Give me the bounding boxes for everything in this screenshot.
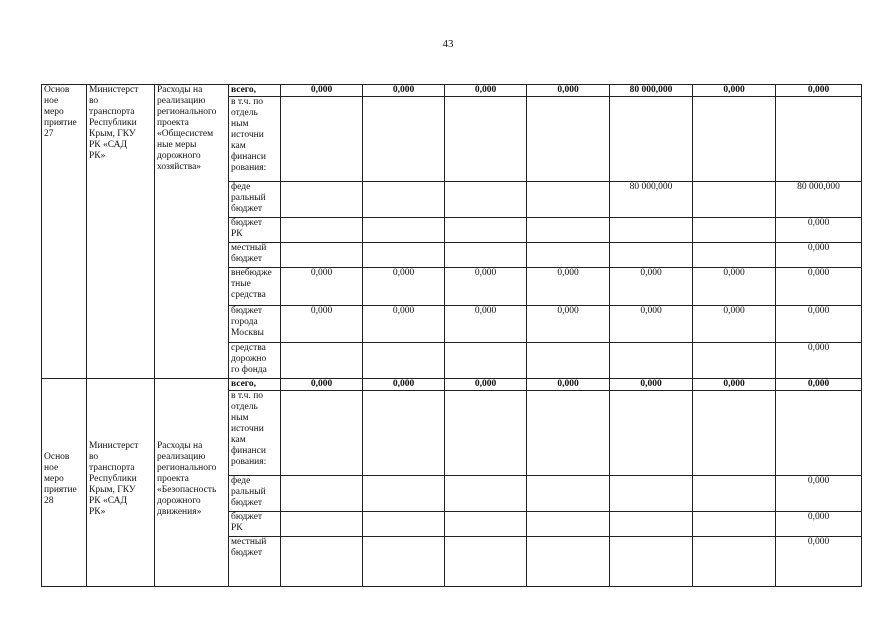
value-cell xyxy=(527,182,610,218)
value-cell xyxy=(693,343,776,379)
value-cell xyxy=(281,343,363,379)
value-cell xyxy=(445,218,527,243)
value-cell xyxy=(776,391,862,476)
source-cell: бюджет РК xyxy=(229,512,281,537)
value-cell xyxy=(281,97,363,182)
value-cell: 0,000 xyxy=(776,476,862,512)
budget-table xyxy=(41,84,862,587)
table-row xyxy=(42,379,862,391)
value-cell xyxy=(445,343,527,379)
measure-cell: Основ ное меро приятие 28 xyxy=(42,379,87,587)
value-cell xyxy=(281,476,363,512)
value-cell: 0,000 xyxy=(776,268,862,306)
value-cell xyxy=(363,476,445,512)
value-cell xyxy=(363,218,445,243)
value-cell xyxy=(363,512,445,537)
value-cell xyxy=(527,343,610,379)
value-cell: 0,000 xyxy=(693,306,776,343)
value-cell: 80 000,000 xyxy=(776,182,862,218)
value-cell xyxy=(693,512,776,537)
value-cell: 0,000 xyxy=(610,268,693,306)
value-cell xyxy=(445,243,527,268)
value-cell: 0,000 xyxy=(776,512,862,537)
value-cell xyxy=(693,243,776,268)
value-cell xyxy=(281,243,363,268)
measure-name-cell: Расходы на реализацию регионального проекта «Общесистем ные меры дорожного хозяйства» xyxy=(155,85,229,379)
value-cell: 0,000 xyxy=(610,379,693,391)
value-cell xyxy=(363,97,445,182)
source-cell: в т.ч. по отдель ным источни кам финанси рования: xyxy=(229,391,281,476)
value-cell xyxy=(610,476,693,512)
value-cell xyxy=(445,537,527,587)
value-cell: 0,000 xyxy=(776,343,862,379)
value-cell xyxy=(445,97,527,182)
value-cell xyxy=(610,243,693,268)
source-cell: феде ральный бюджет xyxy=(229,182,281,218)
value-cell: 0,000 xyxy=(693,85,776,97)
measure-cell: Основ ное меро приятие 27 xyxy=(42,85,87,379)
source-cell: внебюдже тные средства xyxy=(229,268,281,306)
value-cell xyxy=(281,512,363,537)
value-cell xyxy=(445,512,527,537)
value-cell xyxy=(610,537,693,587)
value-cell: 0,000 xyxy=(445,379,527,391)
source-cell: бюджет города Москвы xyxy=(229,306,281,343)
value-cell xyxy=(445,476,527,512)
measure-name-cell: Расходы на реализацию регионального проекта «Безопасность дорожного движения» xyxy=(155,379,229,587)
value-cell xyxy=(527,97,610,182)
value-cell xyxy=(363,537,445,587)
value-cell xyxy=(363,182,445,218)
value-cell xyxy=(527,391,610,476)
value-cell: 0,000 xyxy=(363,306,445,343)
value-cell xyxy=(445,391,527,476)
source-cell: местный бюджет xyxy=(229,537,281,587)
value-cell xyxy=(610,218,693,243)
value-cell: 0,000 xyxy=(527,379,610,391)
value-cell xyxy=(363,343,445,379)
budget-table-body xyxy=(42,85,862,587)
value-cell xyxy=(693,537,776,587)
value-cell xyxy=(281,182,363,218)
executor-cell: Министерст во транспорта Республики Крым, ГКУ РК «САД РК» xyxy=(87,85,155,379)
source-cell: местный бюджет xyxy=(229,243,281,268)
value-cell: 0,000 xyxy=(445,85,527,97)
value-cell: 0,000 xyxy=(527,268,610,306)
value-cell: 0,000 xyxy=(281,85,363,97)
value-cell: 80 000,000 xyxy=(610,85,693,97)
source-cell: средства дорожно го фонда xyxy=(229,343,281,379)
value-cell xyxy=(610,391,693,476)
value-cell: 0,000 xyxy=(363,379,445,391)
value-cell xyxy=(527,537,610,587)
value-cell xyxy=(281,391,363,476)
value-cell xyxy=(610,512,693,537)
value-cell: 0,000 xyxy=(693,379,776,391)
value-cell: 0,000 xyxy=(281,306,363,343)
value-cell xyxy=(693,97,776,182)
source-cell: феде ральный бюджет xyxy=(229,476,281,512)
value-cell: 0,000 xyxy=(527,306,610,343)
value-cell: 0,000 xyxy=(363,85,445,97)
value-cell: 0,000 xyxy=(776,537,862,587)
executor-cell: Министерст во транспорта Республики Крым, ГКУ РК «САД РК» xyxy=(87,379,155,587)
value-cell: 0,000 xyxy=(527,85,610,97)
source-cell: бюджет РК xyxy=(229,218,281,243)
value-cell xyxy=(610,343,693,379)
source-cell: всего, xyxy=(229,379,281,391)
value-cell: 80 000,000 xyxy=(610,182,693,218)
value-cell xyxy=(445,182,527,218)
value-cell xyxy=(527,476,610,512)
value-cell xyxy=(610,97,693,182)
value-cell xyxy=(776,97,862,182)
value-cell: 0,000 xyxy=(363,268,445,306)
value-cell: 0,000 xyxy=(776,218,862,243)
value-cell: 0,000 xyxy=(445,268,527,306)
value-cell: 0,000 xyxy=(445,306,527,343)
value-cell: 0,000 xyxy=(281,379,363,391)
table-row xyxy=(42,85,862,97)
value-cell xyxy=(527,218,610,243)
source-cell: всего, xyxy=(229,85,281,97)
value-cell: 0,000 xyxy=(776,306,862,343)
value-cell xyxy=(693,476,776,512)
value-cell xyxy=(693,391,776,476)
value-cell: 0,000 xyxy=(610,306,693,343)
value-cell xyxy=(527,243,610,268)
value-cell xyxy=(693,182,776,218)
value-cell xyxy=(693,218,776,243)
value-cell: 0,000 xyxy=(281,268,363,306)
value-cell: 0,000 xyxy=(776,243,862,268)
value-cell xyxy=(281,537,363,587)
value-cell: 0,000 xyxy=(693,268,776,306)
page-number: 43 xyxy=(442,38,454,50)
value-cell xyxy=(527,512,610,537)
value-cell: 0,000 xyxy=(776,85,862,97)
value-cell: 0,000 xyxy=(776,379,862,391)
value-cell xyxy=(281,218,363,243)
value-cell xyxy=(363,391,445,476)
source-cell: в т.ч. по отдель ным источни кам финанси рования: xyxy=(229,97,281,182)
value-cell xyxy=(363,243,445,268)
